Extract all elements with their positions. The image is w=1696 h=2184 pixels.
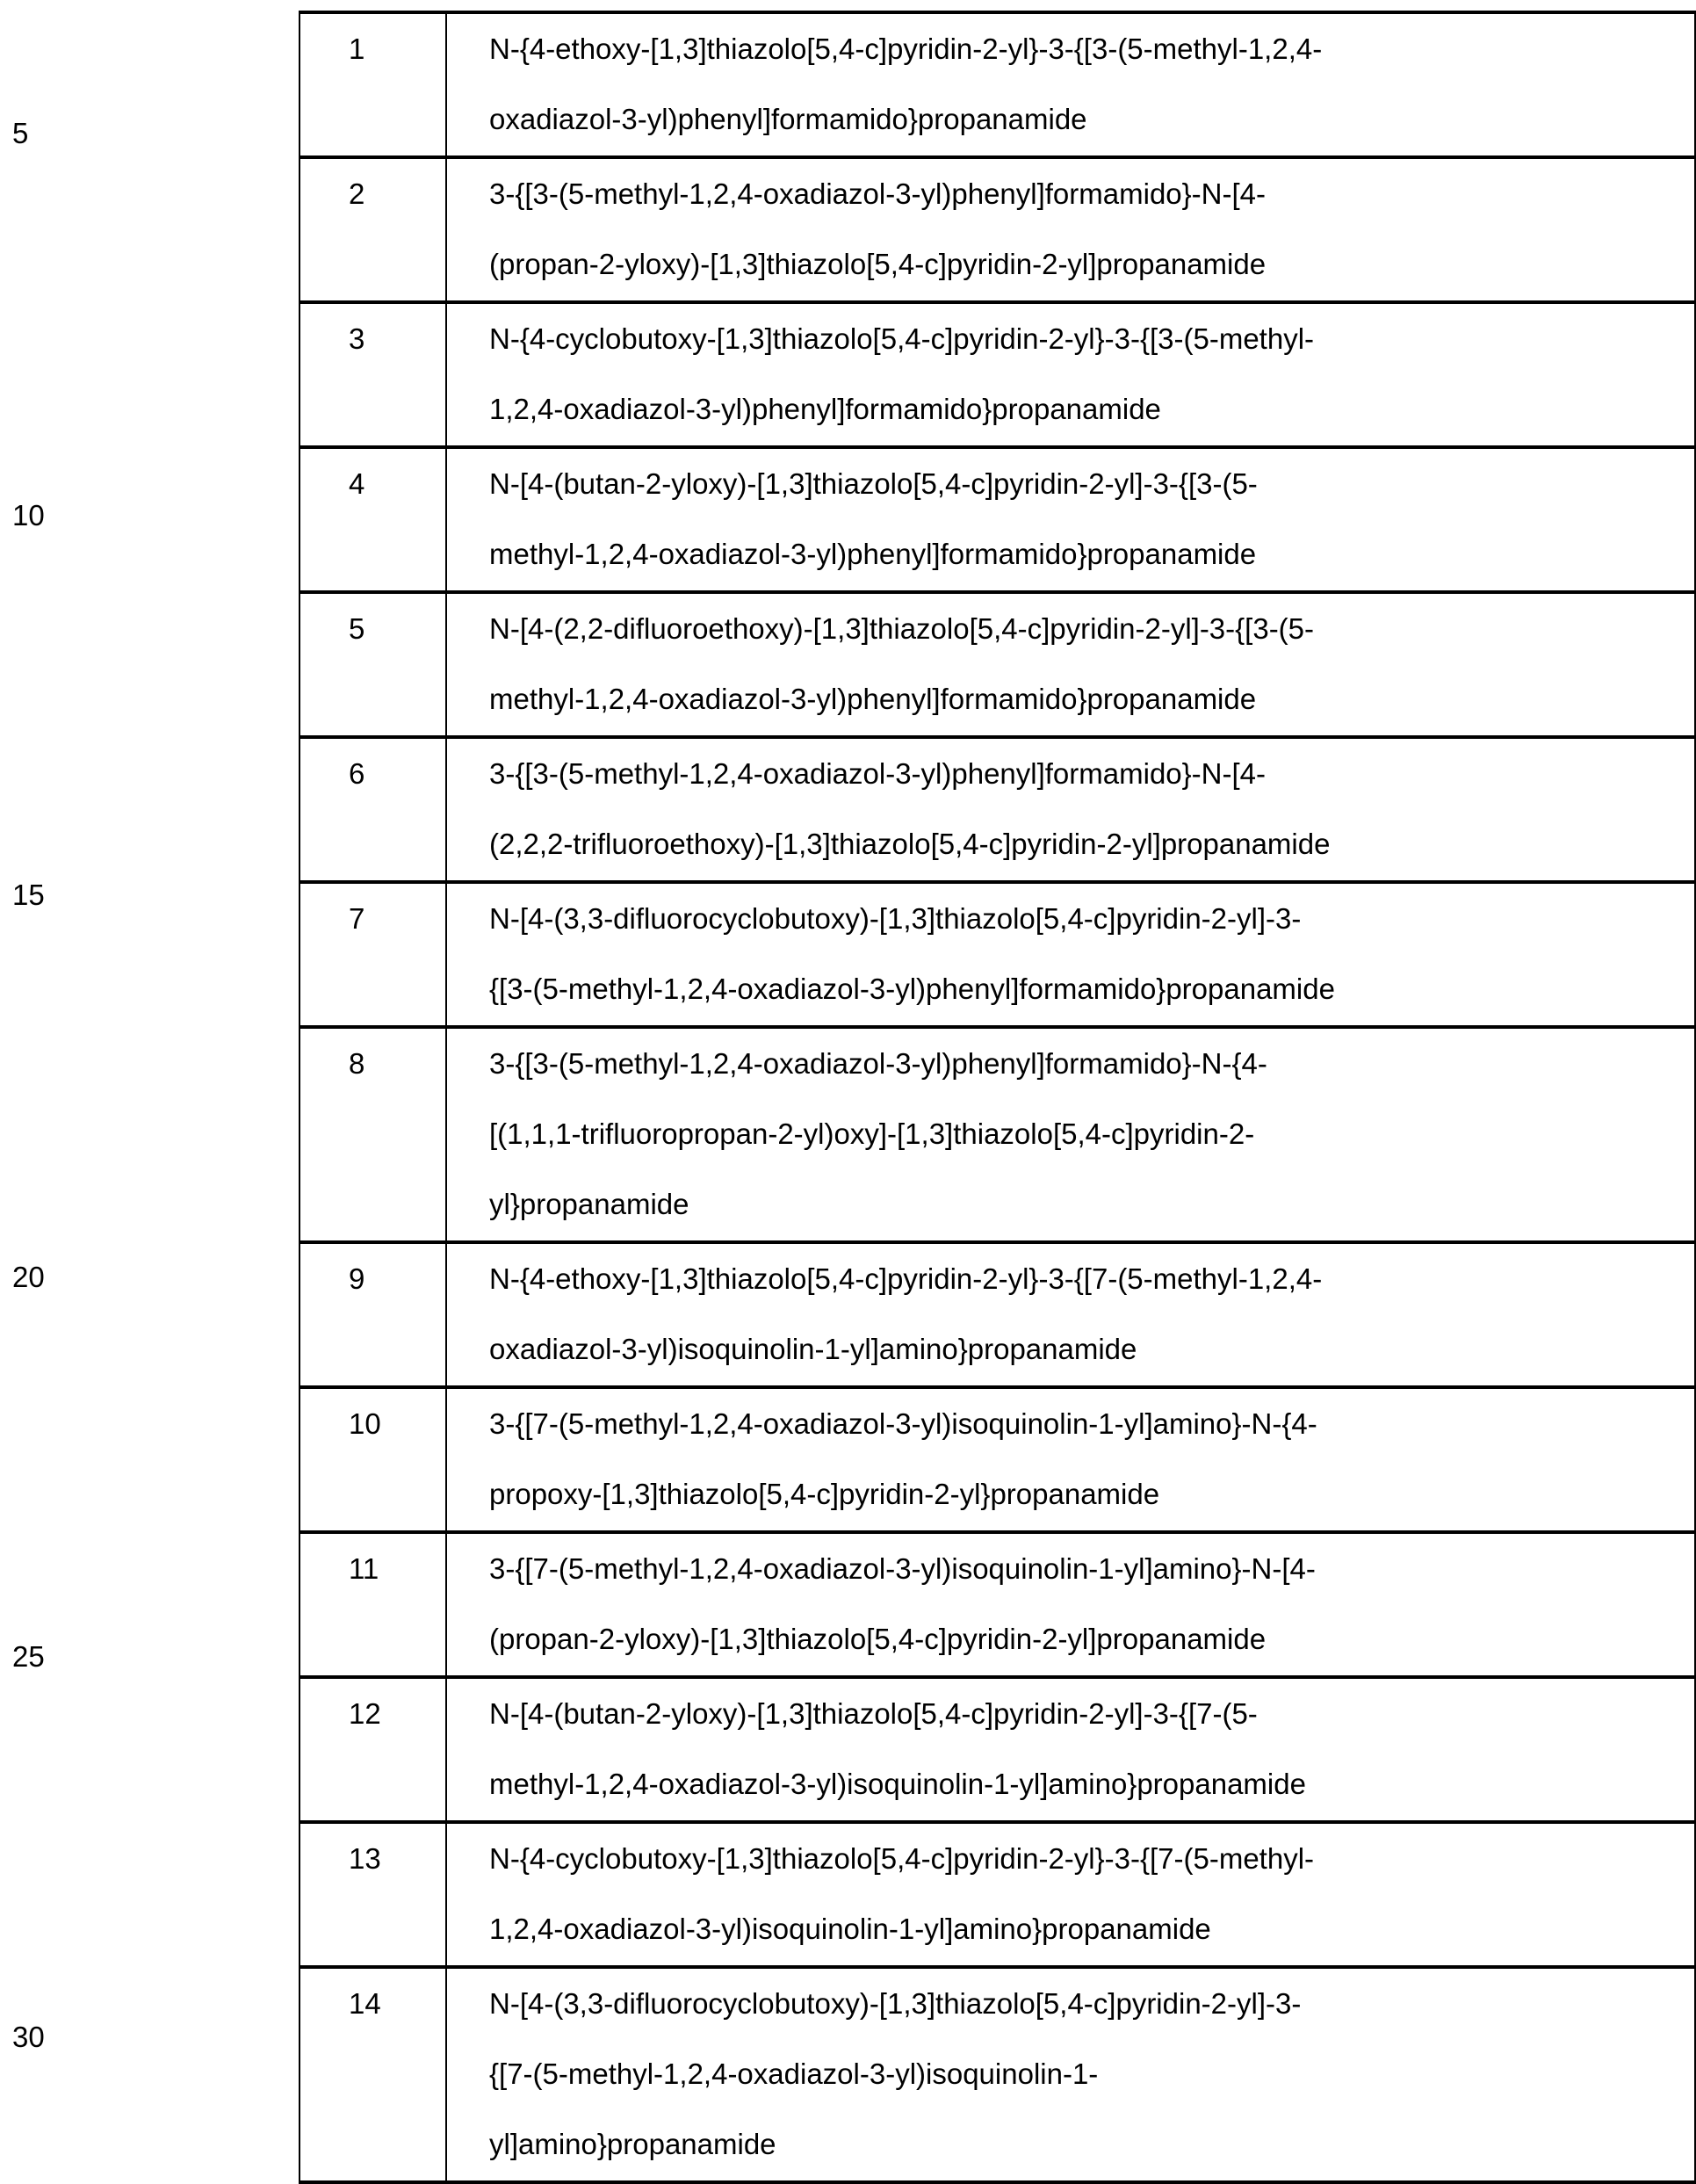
table-row: [300, 1242, 1695, 1387]
compound-name: [446, 1027, 1695, 1242]
compound-number: 6: [300, 737, 446, 882]
compound-number: 10: [300, 1387, 446, 1532]
table-row: [300, 12, 1695, 157]
compound-name-line: (propan-2-yloxy)-[1,3]thiazolo[5,4-c]pyridin-2-yl]propanamide: [489, 1604, 1694, 1675]
line-number: 5: [12, 119, 28, 148]
compound-name: [446, 1532, 1695, 1677]
table-row: [300, 1822, 1695, 1967]
table-row: [300, 1387, 1695, 1532]
compound-name-line: [(1,1,1-trifluoropropan-2-yl)oxy]-[1,3]thiazolo[5,4-c]pyridin-2-: [489, 1099, 1694, 1169]
table-row: [300, 737, 1695, 882]
compound-name-line: N-{4-cyclobutoxy-[1,3]thiazolo[5,4-c]pyridin-2-yl}-3-{[7-(5-methyl-: [489, 1824, 1694, 1894]
compound-name-line: N-{4-cyclobutoxy-[1,3]thiazolo[5,4-c]pyridin-2-yl}-3-{[3-(5-methyl-: [489, 304, 1694, 374]
compound-name-line: methyl-1,2,4-oxadiazol-3-yl)phenyl]formamido}propanamide: [489, 664, 1694, 735]
table-row: [300, 1532, 1695, 1677]
compound-number: 7: [300, 882, 446, 1027]
compound-name-line: 3-{[3-(5-methyl-1,2,4-oxadiazol-3-yl)phenyl]formamido}-N-[4-: [489, 739, 1694, 809]
compound-name: [446, 1822, 1695, 1967]
compound-number: 14: [300, 1967, 446, 2182]
table-row: [300, 592, 1695, 737]
compound-name: [446, 302, 1695, 447]
compound-name-line: 3-{[7-(5-methyl-1,2,4-oxadiazol-3-yl)isoquinolin-1-yl]amino}-N-{4-: [489, 1389, 1694, 1459]
compound-number: 4: [300, 447, 446, 592]
compound-name: [446, 1677, 1695, 1822]
compound-name: [446, 1387, 1695, 1532]
line-number: 25: [12, 1642, 45, 1671]
compound-name-line: N-[4-(butan-2-yloxy)-[1,3]thiazolo[5,4-c]pyridin-2-yl]-3-{[7-(5-: [489, 1679, 1694, 1749]
compound-number: 13: [300, 1822, 446, 1967]
compound-number: 3: [300, 302, 446, 447]
compound-name-line: N-{4-ethoxy-[1,3]thiazolo[5,4-c]pyridin-2-yl}-3-{[7-(5-methyl-1,2,4-: [489, 1244, 1694, 1314]
compound-number: 9: [300, 1242, 446, 1387]
compound-name: [446, 447, 1695, 592]
compound-name-line: N-[4-(3,3-difluorocyclobutoxy)-[1,3]thiazolo[5,4-c]pyridin-2-yl]-3-: [489, 1969, 1694, 2039]
compound-name-line: N-[4-(2,2-difluoroethoxy)-[1,3]thiazolo[5,4-c]pyridin-2-yl]-3-{[3-(5-: [489, 594, 1694, 664]
compound-name: [446, 592, 1695, 737]
compound-name-line: N-{4-ethoxy-[1,3]thiazolo[5,4-c]pyridin-2-yl}-3-{[3-(5-methyl-1,2,4-: [489, 14, 1694, 84]
compound-name: [446, 12, 1695, 157]
table-row: [300, 1967, 1695, 2182]
compound-number: 1: [300, 12, 446, 157]
compound-name-line: {[7-(5-methyl-1,2,4-oxadiazol-3-yl)isoquinolin-1-: [489, 2039, 1694, 2109]
compound-name-line: N-[4-(butan-2-yloxy)-[1,3]thiazolo[5,4-c]pyridin-2-yl]-3-{[3-(5-: [489, 449, 1694, 519]
compound-name-line: 1,2,4-oxadiazol-3-yl)phenyl]formamido}propanamide: [489, 374, 1694, 445]
compound-name: [446, 157, 1695, 302]
compound-name-line: yl]amino}propanamide: [489, 2109, 1694, 2180]
compound-number: 2: [300, 157, 446, 302]
compound-name-line: methyl-1,2,4-oxadiazol-3-yl)phenyl]formamido}propanamide: [489, 519, 1694, 590]
compound-name-line: oxadiazol-3-yl)phenyl]formamido}propanamide: [489, 84, 1694, 155]
compound-number: 5: [300, 592, 446, 737]
line-number: 15: [12, 880, 45, 909]
compound-name-line: 3-{[3-(5-methyl-1,2,4-oxadiazol-3-yl)phenyl]formamido}-N-[4-: [489, 159, 1694, 229]
table-row: [300, 302, 1695, 447]
compound-number: 12: [300, 1677, 446, 1822]
compound-name-line: 3-{[3-(5-methyl-1,2,4-oxadiazol-3-yl)phenyl]formamido}-N-{4-: [489, 1029, 1694, 1099]
compound-name-line: 1,2,4-oxadiazol-3-yl)isoquinolin-1-yl]amino}propanamide: [489, 1894, 1694, 1965]
line-number: 20: [12, 1262, 45, 1291]
compound-name-line: (2,2,2-trifluoroethoxy)-[1,3]thiazolo[5,4-c]pyridin-2-yl]propanamide: [489, 809, 1694, 880]
compound-number: 11: [300, 1532, 446, 1677]
compound-name-line: N-[4-(3,3-difluorocyclobutoxy)-[1,3]thiazolo[5,4-c]pyridin-2-yl]-3-: [489, 884, 1694, 954]
compound-name-line: propoxy-[1,3]thiazolo[5,4-c]pyridin-2-yl}propanamide: [489, 1459, 1694, 1530]
compound-name: [446, 1242, 1695, 1387]
table-row: [300, 882, 1695, 1027]
compound-name-line: {[3-(5-methyl-1,2,4-oxadiazol-3-yl)phenyl]formamido}propanamide: [489, 954, 1694, 1025]
compound-table: [299, 11, 1696, 2184]
compound-name-line: yl}propanamide: [489, 1169, 1694, 1240]
compound-name: [446, 882, 1695, 1027]
table-row: [300, 447, 1695, 592]
table-row: [300, 1677, 1695, 1822]
compound-name-line: (propan-2-yloxy)-[1,3]thiazolo[5,4-c]pyridin-2-yl]propanamide: [489, 229, 1694, 300]
compound-number: 8: [300, 1027, 446, 1242]
compound-name: [446, 737, 1695, 882]
line-number: 30: [12, 2022, 45, 2051]
compound-name: [446, 1967, 1695, 2182]
table-row: [300, 1027, 1695, 1242]
compound-name-line: 3-{[7-(5-methyl-1,2,4-oxadiazol-3-yl)isoquinolin-1-yl]amino}-N-[4-: [489, 1534, 1694, 1604]
table-row: [300, 157, 1695, 302]
compound-name-line: methyl-1,2,4-oxadiazol-3-yl)isoquinolin-1-yl]amino}propanamide: [489, 1749, 1694, 1820]
line-number: 10: [12, 501, 45, 530]
compound-name-line: oxadiazol-3-yl)isoquinolin-1-yl]amino}propanamide: [489, 1314, 1694, 1385]
